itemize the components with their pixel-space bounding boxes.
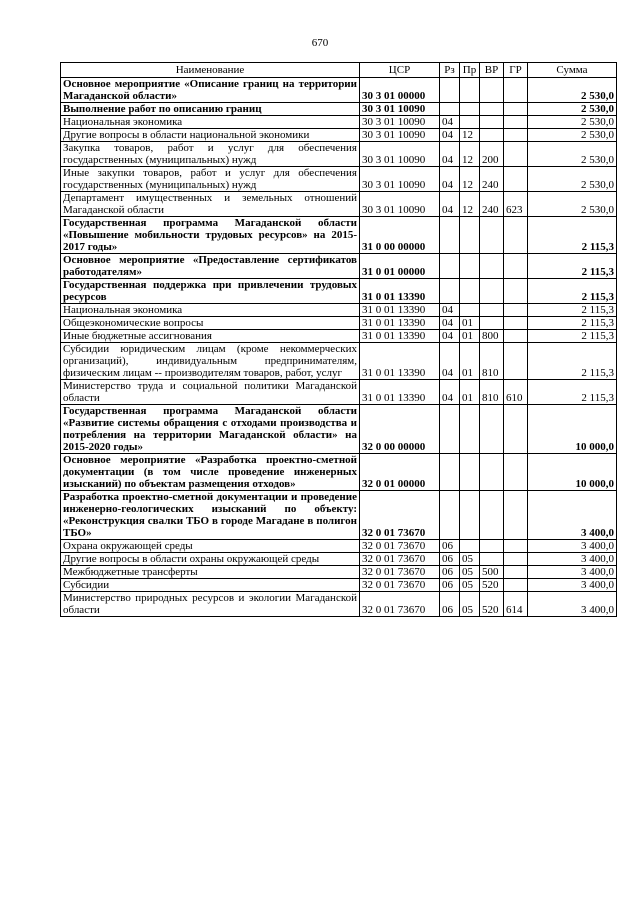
cell-sum: 3 400,0	[528, 592, 617, 617]
table-row	[61, 142, 617, 167]
table-row	[61, 343, 617, 380]
cell-csr: 32 0 01 00000	[360, 454, 440, 491]
cell-csr: 32 0 01 73670	[360, 491, 440, 540]
cell-sum: 3 400,0	[528, 579, 617, 592]
cell-pr: 05	[460, 579, 480, 592]
table-row	[61, 304, 617, 317]
cell-sum: 2 530,0	[528, 167, 617, 192]
cell-rz	[440, 279, 460, 304]
cell-sum: 2 530,0	[528, 129, 617, 142]
cell-name: Министерство труда и социальной политики Магаданской области	[61, 380, 360, 405]
cell-sum: 3 400,0	[528, 553, 617, 566]
cell-pr: 01	[460, 317, 480, 330]
cell-vr	[480, 454, 504, 491]
table-row	[61, 78, 617, 103]
header-csr: ЦСР	[360, 63, 440, 78]
cell-gr	[504, 491, 528, 540]
cell-vr	[480, 217, 504, 254]
cell-pr: 12	[460, 129, 480, 142]
cell-vr	[480, 540, 504, 553]
cell-gr	[504, 553, 528, 566]
cell-gr: 623	[504, 192, 528, 217]
cell-csr: 32 0 01 73670	[360, 566, 440, 579]
cell-name: Другие вопросы в области национальной экономики	[61, 129, 360, 142]
cell-csr: 30 3 01 10090	[360, 103, 440, 116]
table-row	[61, 491, 617, 540]
cell-name: Департамент имущественных и земельных отношений Магаданской области	[61, 192, 360, 217]
cell-vr	[480, 279, 504, 304]
cell-pr	[460, 254, 480, 279]
cell-sum: 10 000,0	[528, 454, 617, 491]
cell-rz	[440, 491, 460, 540]
cell-vr: 520	[480, 579, 504, 592]
cell-pr: 05	[460, 553, 480, 566]
cell-vr: 800	[480, 330, 504, 343]
cell-vr	[480, 254, 504, 279]
cell-rz	[440, 78, 460, 103]
cell-csr: 31 0 01 13390	[360, 317, 440, 330]
cell-gr	[504, 103, 528, 116]
cell-csr: 32 0 01 73670	[360, 579, 440, 592]
cell-csr: 30 3 01 10090	[360, 129, 440, 142]
cell-gr	[504, 540, 528, 553]
cell-csr: 31 0 01 13390	[360, 330, 440, 343]
cell-gr	[504, 116, 528, 129]
cell-rz: 04	[440, 167, 460, 192]
table-row	[61, 405, 617, 454]
cell-pr: 12	[460, 142, 480, 167]
cell-name: Охрана окружающей среды	[61, 540, 360, 553]
page-number: 670	[311, 37, 329, 49]
cell-vr: 810	[480, 343, 504, 380]
cell-vr	[480, 491, 504, 540]
cell-gr	[504, 129, 528, 142]
table-row	[61, 330, 617, 343]
cell-rz: 04	[440, 129, 460, 142]
table-row	[61, 566, 617, 579]
cell-name: Национальная экономика	[61, 116, 360, 129]
cell-name: Субсидии	[61, 579, 360, 592]
cell-pr: 01	[460, 380, 480, 405]
cell-name: Основное мероприятие «Разработка проектно-сметной документации (в том числе проведение инженерных изысканий) по объектам размещения отходов»	[61, 454, 360, 491]
cell-name: Межбюджетные трансферты	[61, 566, 360, 579]
cell-csr: 32 0 01 73670	[360, 540, 440, 553]
table-row	[61, 254, 617, 279]
table-row	[61, 167, 617, 192]
cell-gr	[504, 566, 528, 579]
cell-sum: 10 000,0	[528, 405, 617, 454]
cell-pr	[460, 217, 480, 254]
cell-csr: 32 0 00 00000	[360, 405, 440, 454]
table-row	[61, 380, 617, 405]
cell-vr	[480, 304, 504, 317]
cell-sum: 3 400,0	[528, 566, 617, 579]
cell-vr: 520	[480, 592, 504, 617]
cell-name: Основное мероприятие «Описание границ на территории Магаданской области»	[61, 78, 360, 103]
cell-pr	[460, 491, 480, 540]
cell-sum: 2 530,0	[528, 103, 617, 116]
cell-vr	[480, 78, 504, 103]
cell-pr	[460, 78, 480, 103]
cell-rz: 06	[440, 579, 460, 592]
cell-vr: 240	[480, 167, 504, 192]
cell-gr	[504, 304, 528, 317]
header-sum: Сумма	[528, 63, 617, 78]
table-row	[61, 454, 617, 491]
cell-sum: 2 115,3	[528, 217, 617, 254]
cell-csr: 30 3 01 10090	[360, 142, 440, 167]
cell-rz	[440, 217, 460, 254]
table-row	[61, 129, 617, 142]
cell-gr	[504, 579, 528, 592]
cell-pr: 12	[460, 192, 480, 217]
table-row	[61, 540, 617, 553]
cell-vr	[480, 103, 504, 116]
table-row	[61, 103, 617, 116]
cell-rz	[440, 103, 460, 116]
cell-pr: 12	[460, 167, 480, 192]
cell-rz	[440, 254, 460, 279]
cell-gr	[504, 142, 528, 167]
cell-gr	[504, 217, 528, 254]
cell-csr: 31 0 01 00000	[360, 254, 440, 279]
cell-name: Министерство природных ресурсов и экологии Магаданской области	[61, 592, 360, 617]
cell-gr	[504, 317, 528, 330]
cell-gr	[504, 330, 528, 343]
cell-vr: 240	[480, 192, 504, 217]
cell-csr: 31 0 01 13390	[360, 304, 440, 317]
cell-name: Субсидии юридическим лицам (кроме некоммерческих организаций), индивидуальным предпринимателям, физическим лицам -- производителям товаров, работ, услуг	[61, 343, 360, 380]
cell-sum: 2 530,0	[528, 142, 617, 167]
cell-rz	[440, 405, 460, 454]
cell-pr	[460, 116, 480, 129]
cell-sum: 3 400,0	[528, 540, 617, 553]
cell-rz: 04	[440, 142, 460, 167]
cell-csr: 31 0 01 13390	[360, 343, 440, 380]
header-gr: ГР	[504, 63, 528, 78]
cell-csr: 30 3 01 10090	[360, 192, 440, 217]
cell-sum: 3 400,0	[528, 491, 617, 540]
cell-rz: 06	[440, 566, 460, 579]
cell-name: Выполнение работ по описанию границ	[61, 103, 360, 116]
table-row	[61, 192, 617, 217]
cell-rz: 04	[440, 192, 460, 217]
cell-pr	[460, 540, 480, 553]
cell-sum: 2 115,3	[528, 380, 617, 405]
cell-rz: 04	[440, 317, 460, 330]
cell-pr	[460, 405, 480, 454]
cell-sum: 2 115,3	[528, 279, 617, 304]
cell-name: Закупка товаров, работ и услуг для обеспечения государственных (муниципальных) нужд	[61, 142, 360, 167]
cell-rz	[440, 454, 460, 491]
cell-sum: 2 530,0	[528, 116, 617, 129]
cell-name: Основное мероприятие «Предоставление сертификатов работодателям»	[61, 254, 360, 279]
cell-pr: 05	[460, 566, 480, 579]
cell-vr	[480, 317, 504, 330]
header-rz: Рз	[440, 63, 460, 78]
cell-rz: 06	[440, 540, 460, 553]
cell-name: Государственная программа Магаданской области «Повышение мобильности трудовых ресурсов» на 2015-2017 годы»	[61, 217, 360, 254]
cell-csr: 30 3 01 10090	[360, 116, 440, 129]
cell-csr: 30 3 01 00000	[360, 78, 440, 103]
cell-rz: 04	[440, 304, 460, 317]
cell-vr	[480, 129, 504, 142]
table-row	[61, 579, 617, 592]
cell-vr: 810	[480, 380, 504, 405]
cell-name: Другие вопросы в области охраны окружающей среды	[61, 553, 360, 566]
cell-vr	[480, 553, 504, 566]
cell-gr	[504, 78, 528, 103]
cell-vr: 500	[480, 566, 504, 579]
cell-name: Национальная экономика	[61, 304, 360, 317]
table-row	[61, 217, 617, 254]
table-row	[61, 116, 617, 129]
cell-vr: 200	[480, 142, 504, 167]
cell-pr: 05	[460, 592, 480, 617]
cell-pr: 01	[460, 343, 480, 380]
header-name: Наименование	[61, 63, 360, 78]
cell-name: Разработка проектно-сметной документации и проведение инженерно-геологических изысканий по объекту: «Реконструкция свалки ТБО в городе Магадане в полигон ТБО»	[61, 491, 360, 540]
table-header-row	[61, 63, 617, 78]
cell-name: Государственная поддержка при привлечении трудовых ресурсов	[61, 279, 360, 304]
cell-sum: 2 530,0	[528, 192, 617, 217]
cell-gr: 610	[504, 380, 528, 405]
header-vr: ВР	[480, 63, 504, 78]
cell-gr	[504, 279, 528, 304]
cell-csr: 32 0 01 73670	[360, 592, 440, 617]
cell-name: Государственная программа Магаданской области «Развитие системы обращения с отходами производства и потребления на территории Магаданской области» на 2015-2020 годы»	[61, 405, 360, 454]
header-pr: Пр	[460, 63, 480, 78]
cell-rz: 06	[440, 553, 460, 566]
cell-sum: 2 115,3	[528, 343, 617, 380]
cell-sum: 2 115,3	[528, 254, 617, 279]
cell-csr: 30 3 01 10090	[360, 167, 440, 192]
cell-gr	[504, 167, 528, 192]
cell-pr	[460, 279, 480, 304]
cell-csr: 31 0 01 13390	[360, 380, 440, 405]
cell-pr: 01	[460, 330, 480, 343]
cell-sum: 2 530,0	[528, 78, 617, 103]
cell-name: Иные закупки товаров, работ и услуг для обеспечения государственных (муниципальных) нужд	[61, 167, 360, 192]
cell-sum: 2 115,3	[528, 304, 617, 317]
cell-csr: 32 0 01 73670	[360, 553, 440, 566]
cell-rz: 04	[440, 343, 460, 380]
table-body	[61, 78, 617, 617]
cell-sum: 2 115,3	[528, 317, 617, 330]
cell-sum: 2 115,3	[528, 330, 617, 343]
cell-vr	[480, 116, 504, 129]
table-row	[61, 592, 617, 617]
cell-rz: 04	[440, 330, 460, 343]
cell-gr	[504, 343, 528, 380]
cell-name: Иные бюджетные ассигнования	[61, 330, 360, 343]
cell-pr	[460, 454, 480, 491]
table-row	[61, 553, 617, 566]
cell-rz: 04	[440, 380, 460, 405]
table-row	[61, 317, 617, 330]
cell-gr	[504, 454, 528, 491]
cell-csr: 31 0 00 00000	[360, 217, 440, 254]
cell-name: Общеэкономические вопросы	[61, 317, 360, 330]
budget-table	[60, 62, 617, 617]
cell-gr: 614	[504, 592, 528, 617]
cell-vr	[480, 405, 504, 454]
cell-pr	[460, 304, 480, 317]
cell-pr	[460, 103, 480, 116]
cell-gr	[504, 254, 528, 279]
cell-gr	[504, 405, 528, 454]
cell-rz: 04	[440, 116, 460, 129]
table-row	[61, 279, 617, 304]
cell-csr: 31 0 01 13390	[360, 279, 440, 304]
cell-rz: 06	[440, 592, 460, 617]
